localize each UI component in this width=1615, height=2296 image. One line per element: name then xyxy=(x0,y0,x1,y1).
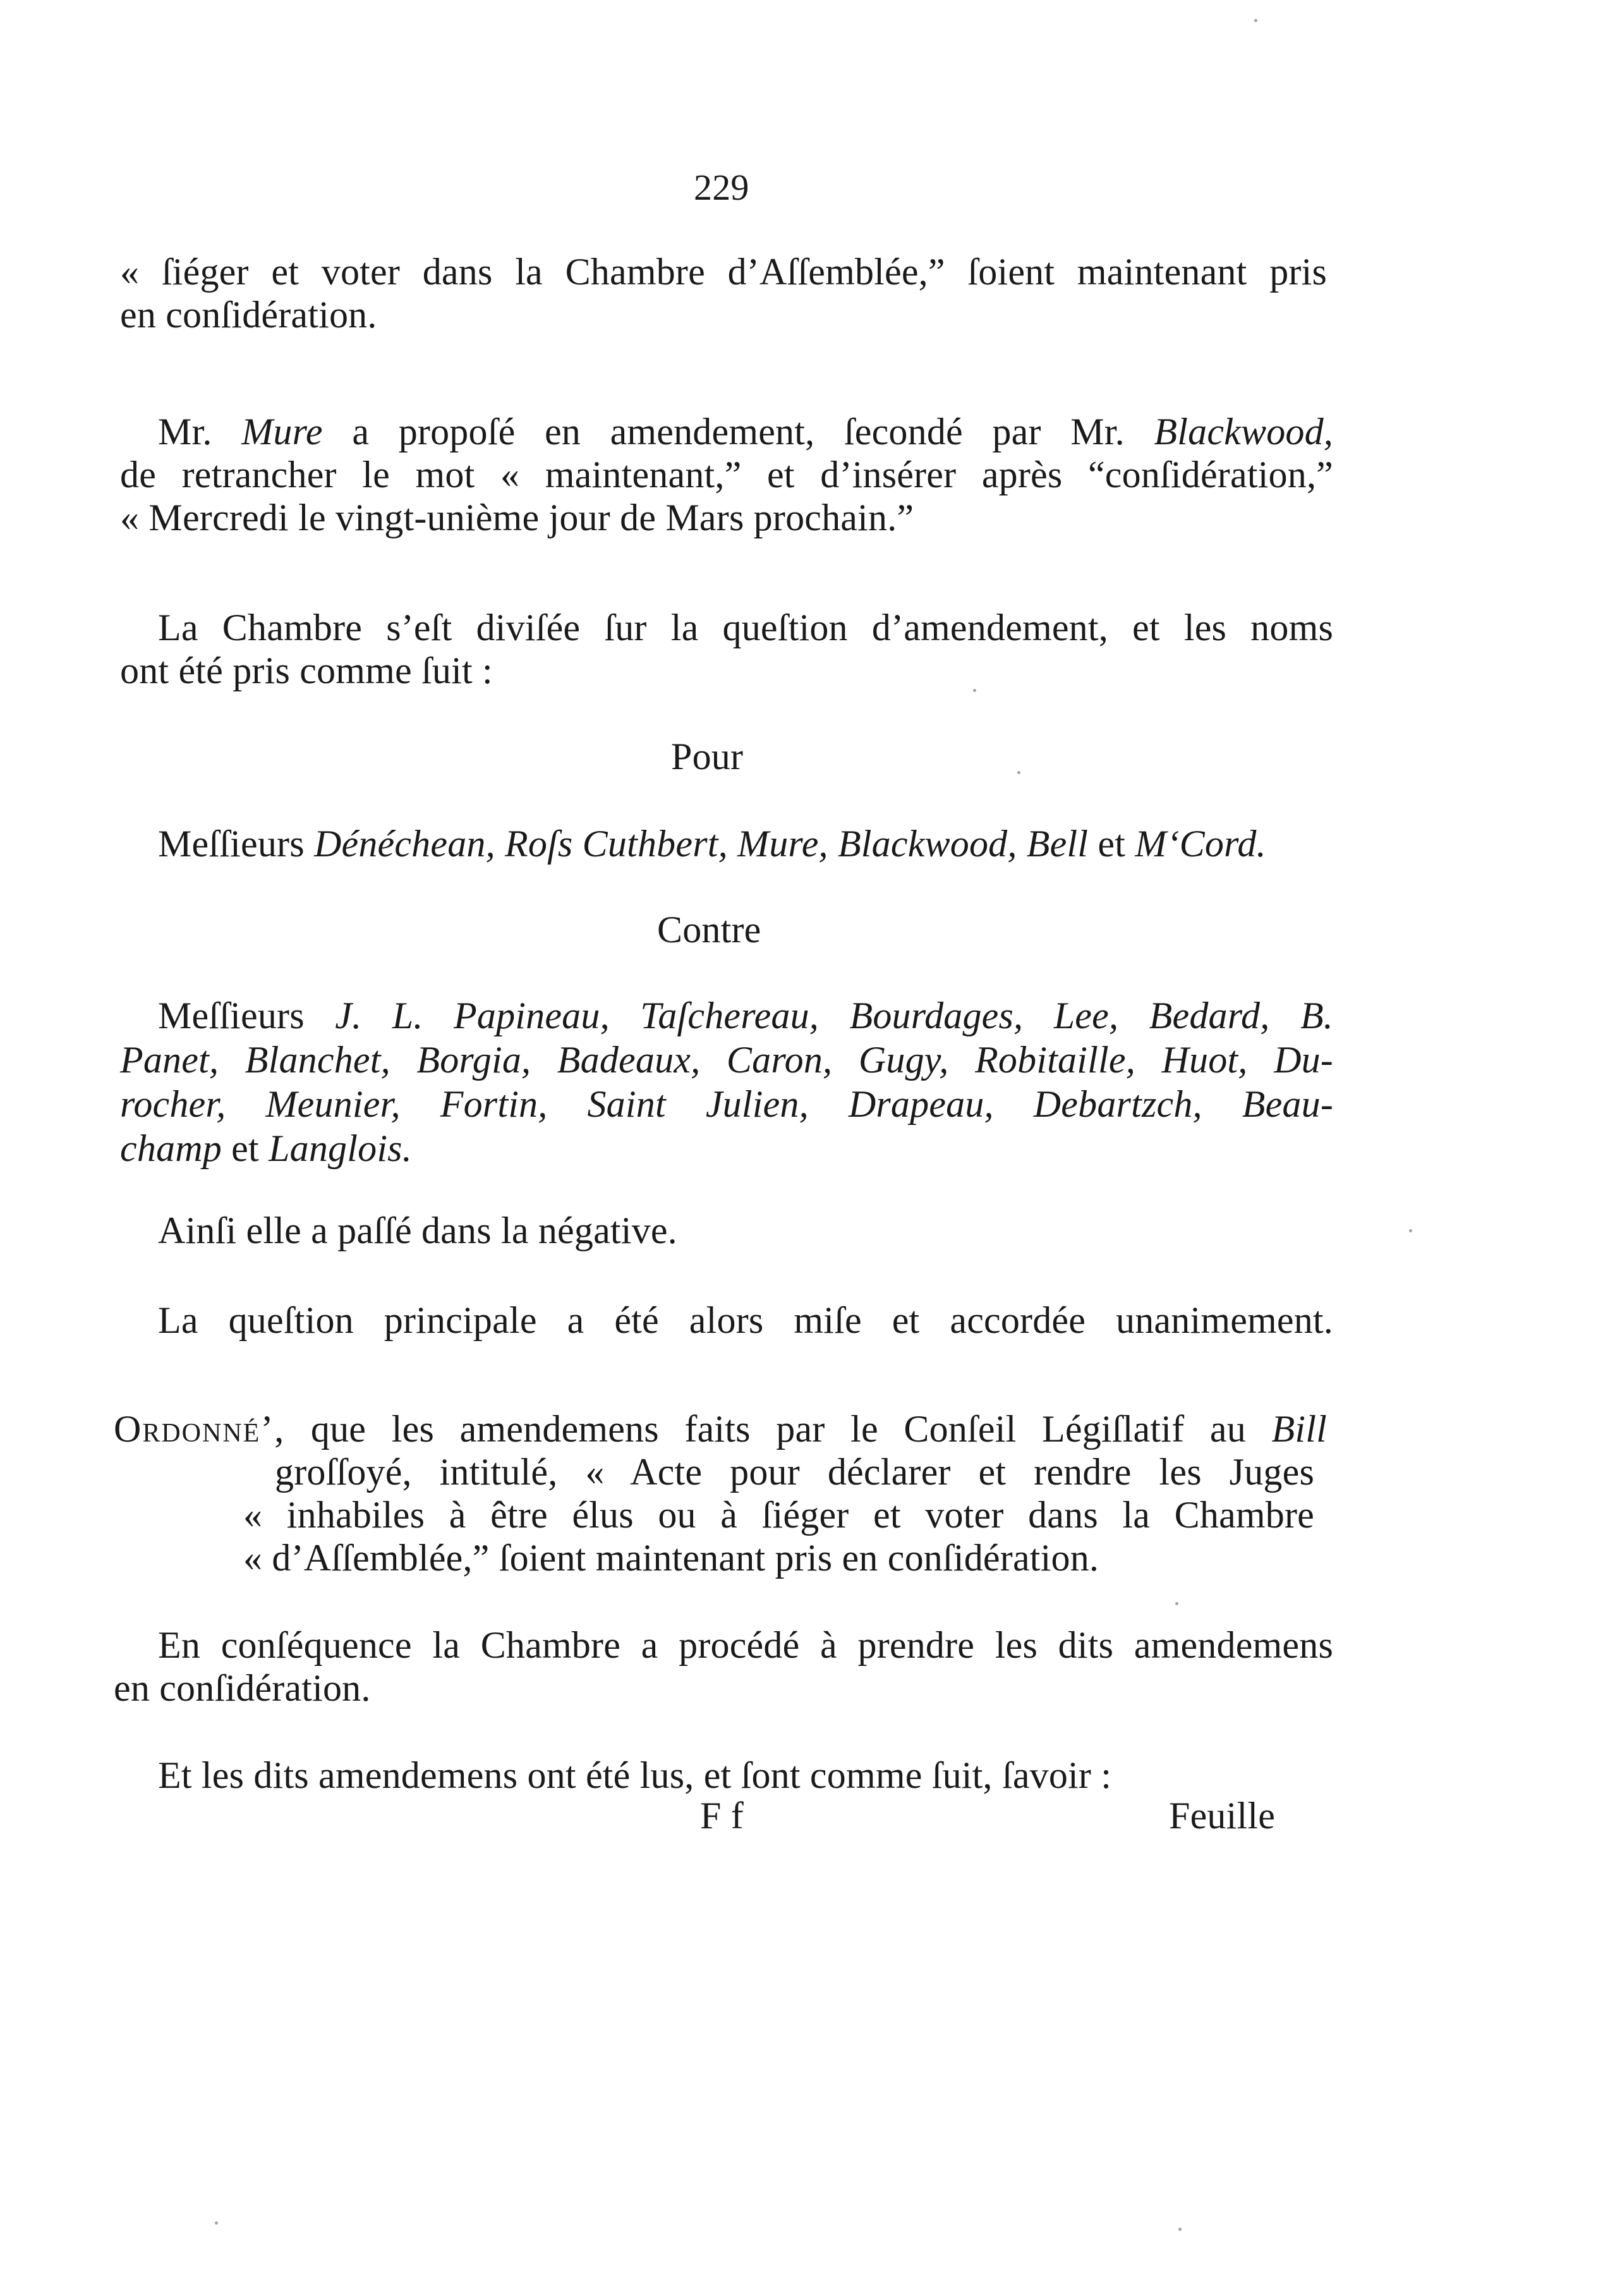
member-names: Dénéchean, Roſs Cuthbert, Mure, Blackwood, Bell xyxy=(313,823,1089,865)
division-line-2: ont été pris comme ſuit : xyxy=(120,650,493,691)
scan-speck xyxy=(1178,2228,1182,2231)
member-name: Langlois. xyxy=(269,1127,412,1169)
pour-names xyxy=(158,822,1266,866)
ordonne-label: Ordonné’, xyxy=(114,1408,286,1450)
ordonne-line-1 xyxy=(114,1407,1327,1451)
consequence-line-1: En conſéquence la Chambre a procédé à prendre les dits amendemens xyxy=(158,1624,1333,1666)
amendment-line-1 xyxy=(158,410,1333,454)
member-names: J. L. Papineau, Taſchereau, Bourdages, Lee, Bedard, B. xyxy=(335,995,1333,1036)
catchword: Feuille xyxy=(1169,1795,1276,1837)
member-name: Mure xyxy=(241,411,323,453)
pour-heading: Pour xyxy=(671,736,744,777)
ordonne-text: que les amendemens faits par le Conſeil Légiſlatif au xyxy=(285,1408,1272,1450)
division-line-1: La Chambre s’eſt diviſée ſur la queſtion d’amendement, et les noms xyxy=(158,607,1333,648)
amendment-line-3: « Mercredi le vingt-unième jour de Mars prochain.” xyxy=(120,497,914,538)
negative-line: Ainſi elle a paſſé dans la négative. xyxy=(158,1210,677,1251)
conjunction: et xyxy=(221,1127,269,1169)
scan-speck xyxy=(1175,1602,1178,1605)
amendment-line-2: de retrancher le mot « maintenant,” et d’insérer après “conſidération,” xyxy=(120,454,1333,495)
ordonne-line-4: « d’Aſſemblée,” ſoient maintenant pris en conſidération. xyxy=(243,1537,1099,1579)
lus-line: Et les dits amendemens ont été lus, et ſont comme ſuit, ſavoir : xyxy=(158,1754,1112,1796)
member-name: M‘Cord. xyxy=(1135,823,1266,865)
carryover-line-1: « ſiéger et voter dans la Chambre d’Aſſemblée,” ſoient maintenant pris xyxy=(120,251,1327,293)
member-name: champ xyxy=(120,1127,222,1169)
amendment-text: a propoſé en amendement, ſecondé par Mr. xyxy=(322,411,1154,453)
scan-speck xyxy=(1017,771,1020,774)
principal-line: La queſtion principale a été alors miſe et accordée unanimement. xyxy=(158,1299,1333,1341)
contre-line-1 xyxy=(158,993,1333,1038)
ordonne-line-2: groſſoyé, intitulé, « Acte pour déclarer et rendre les Juges xyxy=(275,1451,1314,1493)
contre-line-3: rocher, Meunier, Fortin, Saint Julien, Drapeau, Debartzch, Beau- xyxy=(120,1083,1333,1125)
ordonne-line-3: « inhabiles à être élus ou à ſiéger et voter dans la Chambre xyxy=(243,1494,1314,1536)
scan-speck xyxy=(1254,19,1257,22)
contre-line-4 xyxy=(120,1126,412,1170)
amendment-text: Mr. xyxy=(158,411,242,453)
bill-word: Bill xyxy=(1271,1408,1327,1450)
member-name: Blackwood, xyxy=(1154,411,1334,453)
consequence-line-2: en conſidération. xyxy=(114,1667,371,1709)
conjunction: et xyxy=(1088,823,1135,865)
carryover-line-2: en conſidération. xyxy=(120,294,377,336)
messieurs-label: Meſſieurs xyxy=(158,995,336,1036)
scan-speck xyxy=(1409,1229,1412,1232)
page-number: 229 xyxy=(694,167,749,208)
contre-heading: Contre xyxy=(657,909,761,951)
contre-line-2: Panet, Blanchet, Borgia, Badeaux, Caron, Gugy, Robitaille, Huot, Du- xyxy=(120,1039,1333,1081)
scan-speck xyxy=(973,689,976,692)
scan-speck xyxy=(215,2221,218,2225)
messieurs-label: Meſſieurs xyxy=(158,823,314,865)
signature-mark: F f xyxy=(700,1795,744,1837)
